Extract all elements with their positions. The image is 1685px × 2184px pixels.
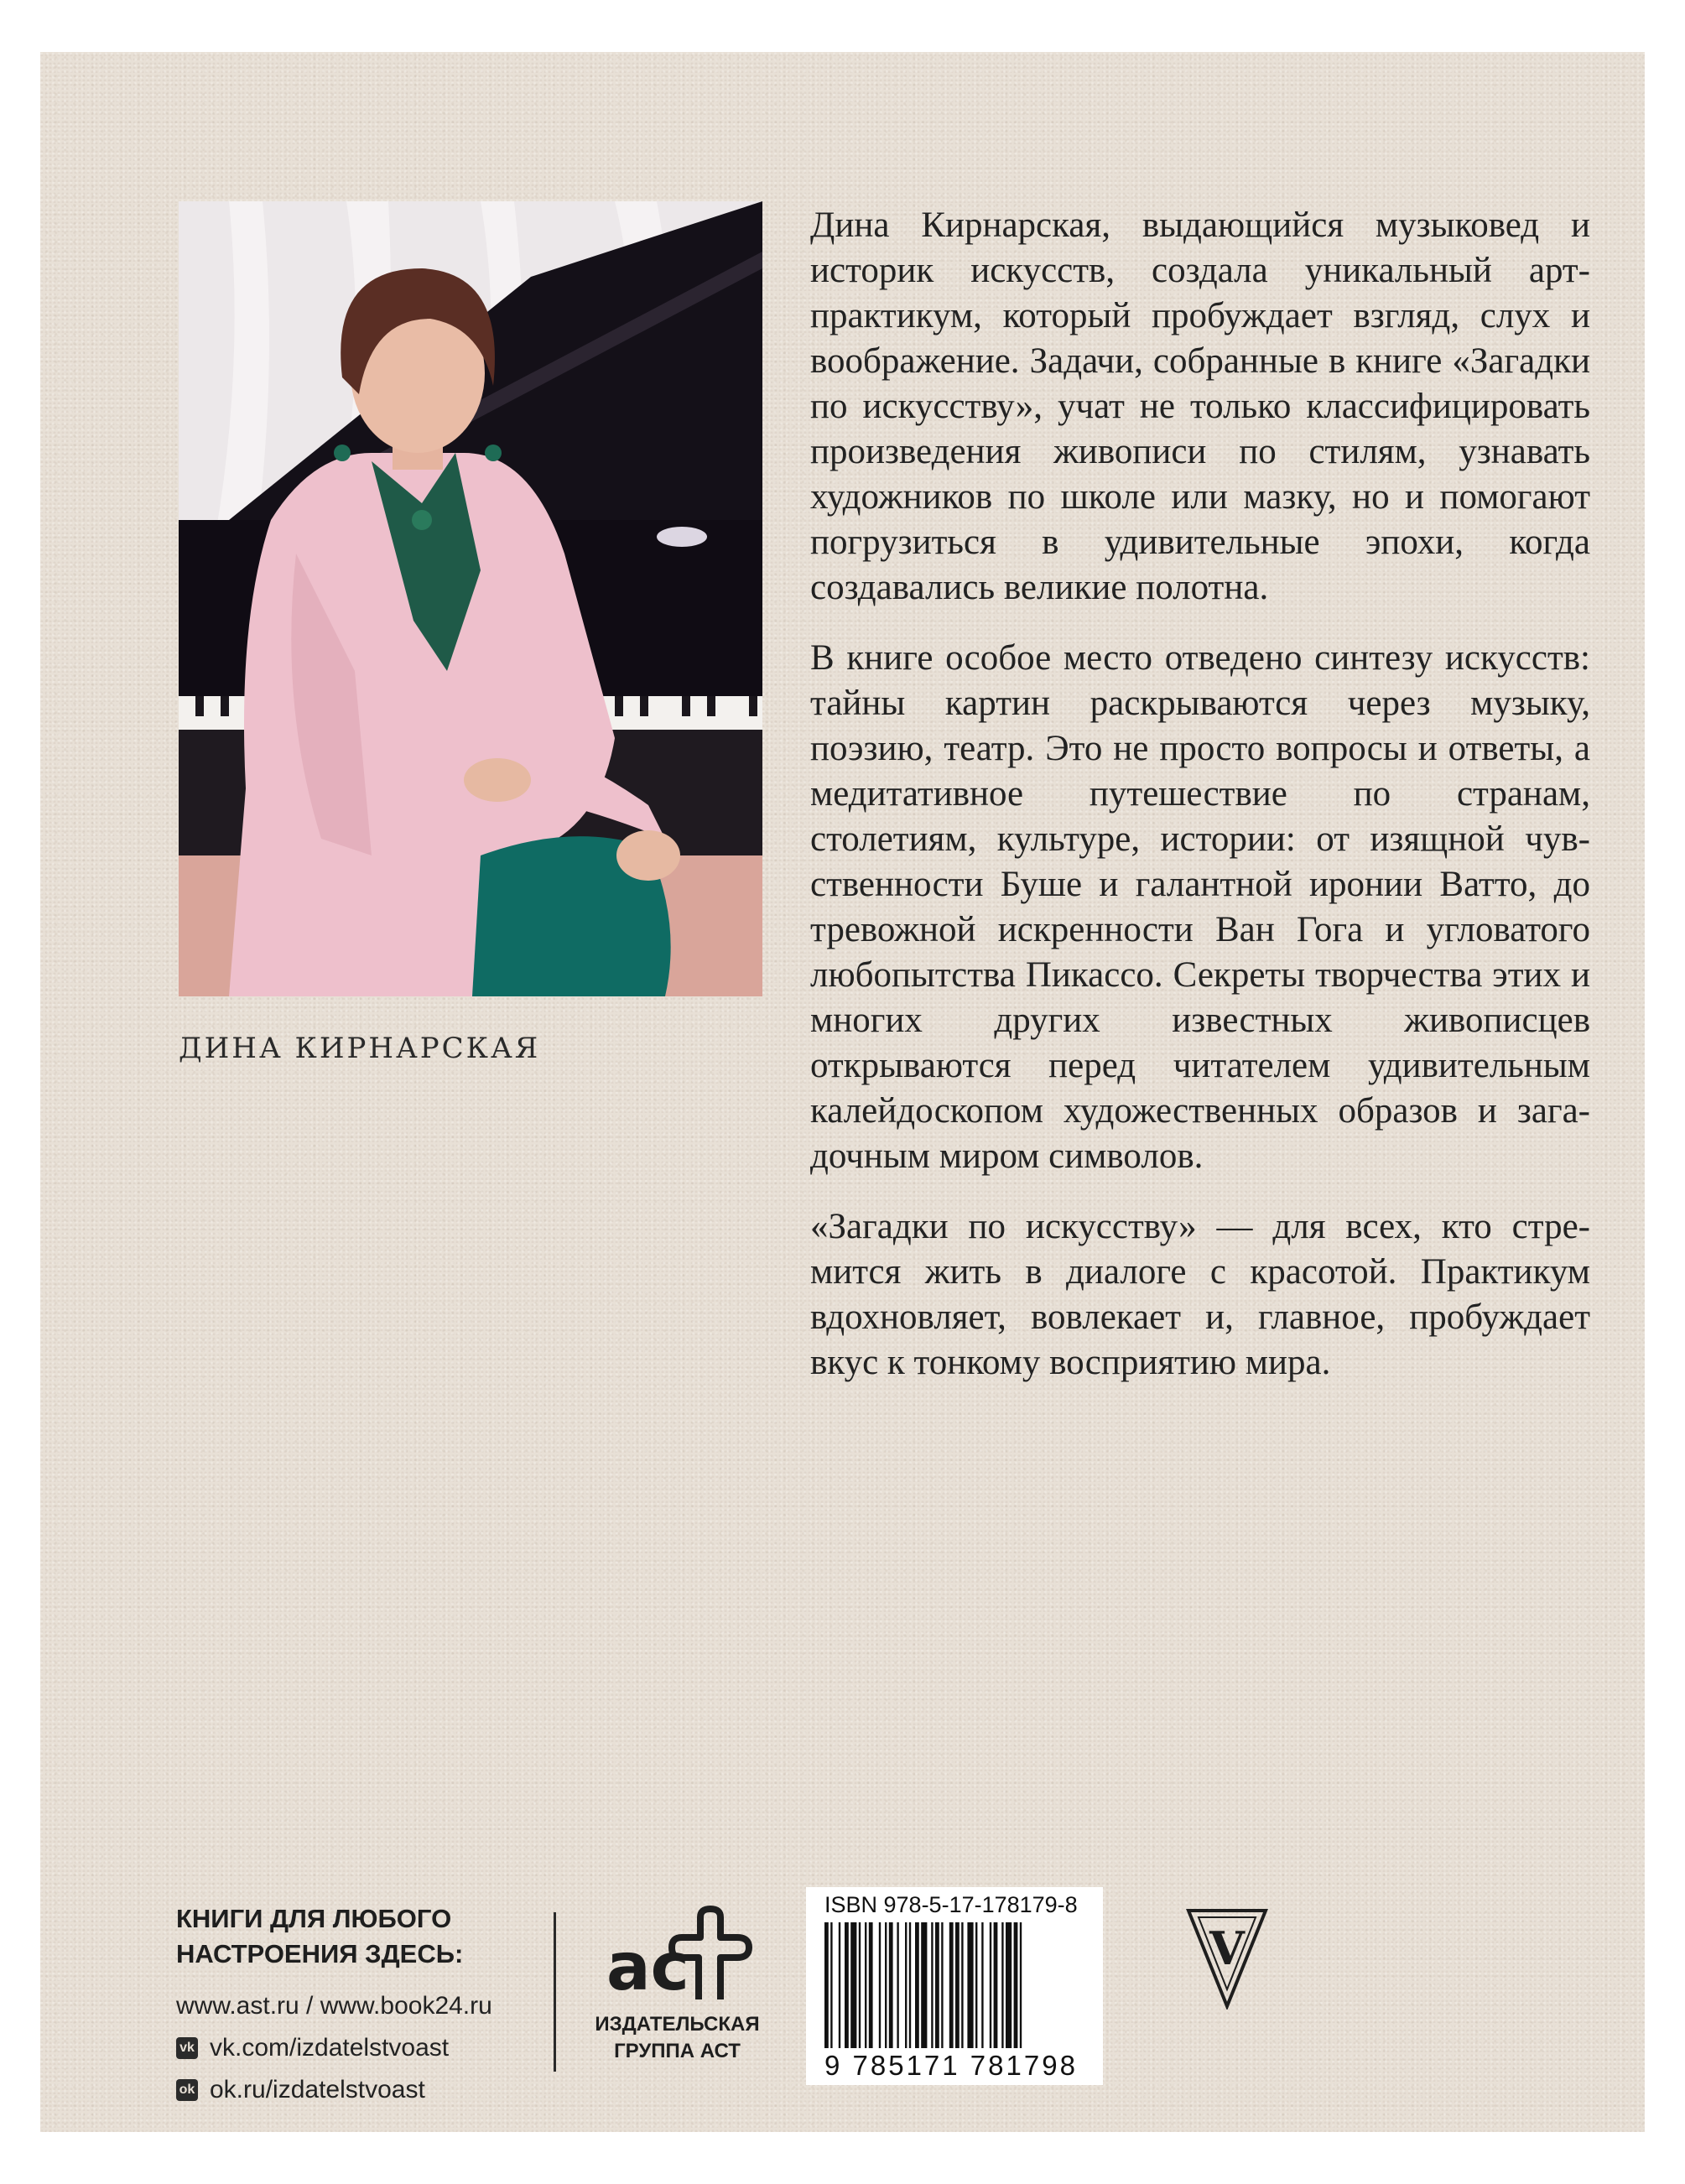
publisher-contacts [176,1901,562,2111]
barcode-bar [859,1922,861,2048]
barcode-bar [935,1922,939,2048]
barcode-bar [865,1922,866,2048]
barcode-bar [975,1922,977,2048]
publisher-label-line1: ИЗДАТЕЛЬСКАЯ [595,2013,760,2036]
barcode-bar [830,1922,832,2048]
author-photo [179,201,762,996]
vk-icon: vk [176,2037,198,2059]
barcode-bar [921,1922,927,2048]
contacts-heading-line2: НАСТРОЕНИЯ ЗДЕСЬ: [176,1939,464,1968]
description-paragraph-1: Дина Кирнарская, выдающийся музыковед и историк искусств, создала уникальный арт-практикум, который пробуждает взгляд, слух и воображение. Задачи, собранные в книге «Загадки по искусству», учат не только классифицировать произведения живописи по стилям, узнавать художников по школе или мазку, но и помогают погрузиться в удивительные эпохи, когда создавались великие полотна. [810,205,1590,607]
footer-divider [554,1912,556,2072]
isbn-number: ISBN 978-5-17-178179-8 [824,1892,1078,1917]
contacts-heading-line1: КНИГИ ДЛЯ ЛЮБОГО [176,1904,452,1933]
barcode-bar [889,1922,893,2048]
imprint-v-logo-icon [1185,1906,1269,2010]
barcode-icon [824,1922,1084,2048]
description-paragraph-2: В книге особое место отведено синтезу искусств: тайны картин раскрываются через музыку, поэзию, театр. Это не просто вопросы и ответы, а медитативное путешествие по странам, столетиям, культуре, истории: от изящной чувственности Буше и галантной иронии Ватто, до тревожной искренности Ван Гога и угловатого любопытства Пикассо. Секреты творчества этих и многих других известных живописцев открываются перед читателем удивительным калейдоскопом художественных образов и загадочным миром символов. [810,638,1590,1176]
barcode-bar [967,1922,973,2048]
barcode-bar [955,1922,960,2048]
barcode-bar [941,1922,943,2048]
isbn-barcode [806,1887,1103,2085]
barcode-bar [850,1922,856,2048]
barcode-bar [915,1922,919,2048]
ast-logo-icon [598,1906,757,2006]
barcode-bar [1006,1922,1012,2048]
barcode-digits: 9 785171 781798 [824,2050,1078,2081]
ok-icon: ok [176,2079,198,2101]
barcode-bar [824,1922,829,2048]
barcode-bar [990,1922,991,2048]
author-name: ДИНА КИРНАРСКАЯ [179,1032,541,1065]
contacts-heading [176,1901,562,1972]
barcode-bar [869,1922,873,2048]
barcode-bar [905,1922,907,2048]
book-back-cover [40,52,1645,2132]
barcode-bar [1001,1922,1003,2048]
barcode-bar [961,1922,963,2048]
description-paragraph-3: «Загадки по искусству» — для всех, кто стремится жить в диалоге с красотой. Практикум вдохновляет, вовлекает и, главное, пробуждает вкус к тонкому восприятию мира. [810,1207,1590,1382]
vk-link[interactable]: vk.com/izdatelstvoast [210,2034,450,2062]
author-photo-illustration [179,201,762,996]
barcode-bar [1020,1922,1022,2048]
book-description [810,203,1590,1411]
imprint-letter: V [1209,1921,1245,1975]
publisher-logo-block [587,1906,767,2065]
barcode-bar [845,1922,849,2048]
barcode-bar [897,1922,898,2048]
ok-link-row[interactable] [176,2069,562,2111]
barcode-bar [885,1922,887,2048]
barcode-bar [981,1922,983,2048]
barcode-bar [839,1922,840,2048]
publisher-label [587,2011,767,2065]
ok-link[interactable]: ok.ru/izdatelstvoast [210,2076,425,2103]
barcode-bar [879,1922,881,2048]
vk-link-row[interactable] [176,2027,562,2069]
barcode-bar [931,1922,933,2048]
websites-link[interactable]: www.ast.ru / www.book24.ru [176,1992,492,2020]
barcode-bar [949,1922,954,2048]
barcode-bar [1014,1922,1018,2048]
barcode-bar [909,1922,911,2048]
barcode-bar [994,1922,998,2048]
svg-text:ac: ac [606,1930,689,2005]
publisher-label-line2: ГРУППА АСТ [614,2040,741,2062]
